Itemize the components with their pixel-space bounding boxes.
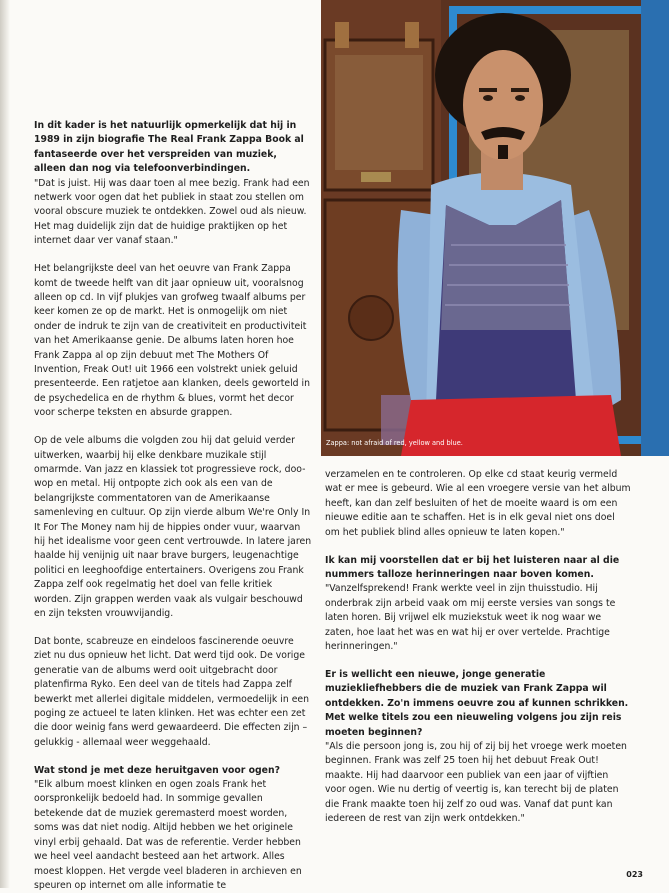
interview-question: Ik kan mij voorstellen dat er bij het luisteren naar al die nummers talloze herinneringen naar boven komen. — [325, 554, 620, 580]
article-column-left — [34, 119, 312, 893]
interview-answer-continued: verzamelen en te controleren. Op elke cd staat keurig vermeld wat er mee is gebeurd. Wie al een vroegere versie van het album heeft, kan dan zelf besluiten of het de moeite waard is om een nieuwe editie aan te schaffen. Het is in elk geval niet ons doel om het publiek blind alles opnieuw te laten kopen." — [325, 469, 631, 538]
frank-zappa-photo — [321, 0, 669, 456]
interview-question: In dit kader is het natuurlijk opmerkelijk dat hij in 1989 in zijn biografie The Real Frank Zappa Book al fantaseerde over het verspreiden van muziek, alleen dan nog via telefoonverbindingen. — [34, 120, 304, 175]
interview-answer: "Elk album moest klinken en ogen zoals Frank het oorspronkelijk bedoeld had. In sommige gevallen betekende dat de muziek geremasterd moest worden, soms was dat niet nodig. Altijd hebben we het originele vinyl erbij gehaald. Dat was de referentie. Verder hebben we heel veel aandacht besteed aan het artwork. Alles moest kloppen. Het vergde veel bladeren in archieven en speuren op internet om alle informatie te — [34, 779, 302, 891]
body-paragraph: Het belangrijkste deel van het oeuvre van Frank Zappa komt de tweede helft van dit jaar opnieuw uit, vooralsnog alleen op cd. In vijf plukjes van grofweg twaalf albums per keer komen ze op de markt. Het is onmogelijk om niet onder de indruk te zijn van de creativiteit en productiviteit van het Amerikaanse genie. De albums laten horen hoe Frank Zappa al op zijn debuut met The Mothers Of Invention, Freak Out! uit 1966 een volstrekt uniek geluid presenteerde. Een ratjetoe aan klanken, deels geworteld in de psychedelica en de rhythm & blues, vormt het decor voor scherpe teksten en absurde grappen. — [34, 263, 310, 419]
photo-caption: Zappa: not afraid of red, yellow and blue. — [326, 439, 463, 447]
interview-answer: "Dat is juist. Hij was daar toen al mee bezig. Frank had een netwerk voor ogen dat het publiek in staat zou stellen om vooral obscure muziek te ontdekken. Zowel oud als nieuw. Het mag duidelijk zijn dat de huidige praktijken op het internet daar ver vanaf staan." — [34, 177, 310, 247]
interview-question: Wat stond je met deze heruitgaven voor ogen? — [34, 764, 280, 776]
portrait-illustration — [321, 0, 669, 456]
body-paragraph: Dat bonte, scabreuze en eindeloos fascinerende oeuvre ziet nu dus opnieuw het licht. Dat werd tijd ook. De vorige generatie van de albums werd ooit uitgebracht door platenfirma Ryko. Een deel van de titels had Zappa zelf bewerkt met allerlei digitale middelen, vermoedelijk in een poging ze actueel te laten klinken. Het was echter een zet die door weinig fans werd gewaardeerd. Die effecten zijn – gelukkig - allemaal weer weggehaald. — [34, 635, 310, 748]
interview-question: Er is wellicht een nieuwe, jonge generatie muziekliefhebbers die de muziek van Frank Zappa wil ontdekken. Zo'n immens oeuvre zou af kunnen schrikken. Met welke titels zou een nieuweling volgens jou zijn reis moeten beginnen? — [325, 668, 629, 738]
interview-answer: "Vanzelfsprekend! Frank werkte veel in zijn thuisstudio. Hij onderbrak zijn arbeid vaak om mij eerste versies van songs te laten horen. Bij vrijwel elk muziekstuk weet ik nog waar we zaten, hoe laat het was en wat hij er over vertelde. Prachtige herinneringen." — [325, 583, 616, 652]
article-column-right — [325, 468, 631, 840]
interview-answer: "Als die persoon jong is, zou hij of zij bij het vroege werk moeten beginnen. Frank was zelf 25 toen hij het debuut Freak Out! maakte. Hij had daarvoor een publiek van een jaar of vijftien voor ogen. Wie nu dertig of veertig is, kan terecht bij de platen die Frank maakte toen hij zelf zo oud was. Vanaf dat punt kan iedereen de rest van zijn werk ontdekken." — [325, 740, 627, 824]
body-paragraph: Op de vele albums die volgden zou hij dat geluid verder uitwerken, waarbij hij elke denkbare muzikale stijl omarmde. Van jazz en klassiek tot progressieve rock, doo-wop en metal. Hij ontpopte zich ook als een van de belangrijkste commentatoren van de Amerikaanse samenleving en cultuur. Op zijn vierde album We're Only In It For The Money nam hij de hippies onder vuur, waarvan hij het idealisme voor geen cent vertrouwde. In latere jaren haalde hij venijnig uit naar brave burgers, leugenachtige politici en leeghoofdige entertainers. Overigens zou Frank Zappa zelf ook regelmatig het doel van felle kritiek worden. Zijn grappen werden vaak als vulgair beschouwd en zijn teksten vrouwvijandig. — [34, 435, 312, 619]
page-number: 023 — [626, 870, 643, 879]
page-gutter — [0, 0, 10, 888]
